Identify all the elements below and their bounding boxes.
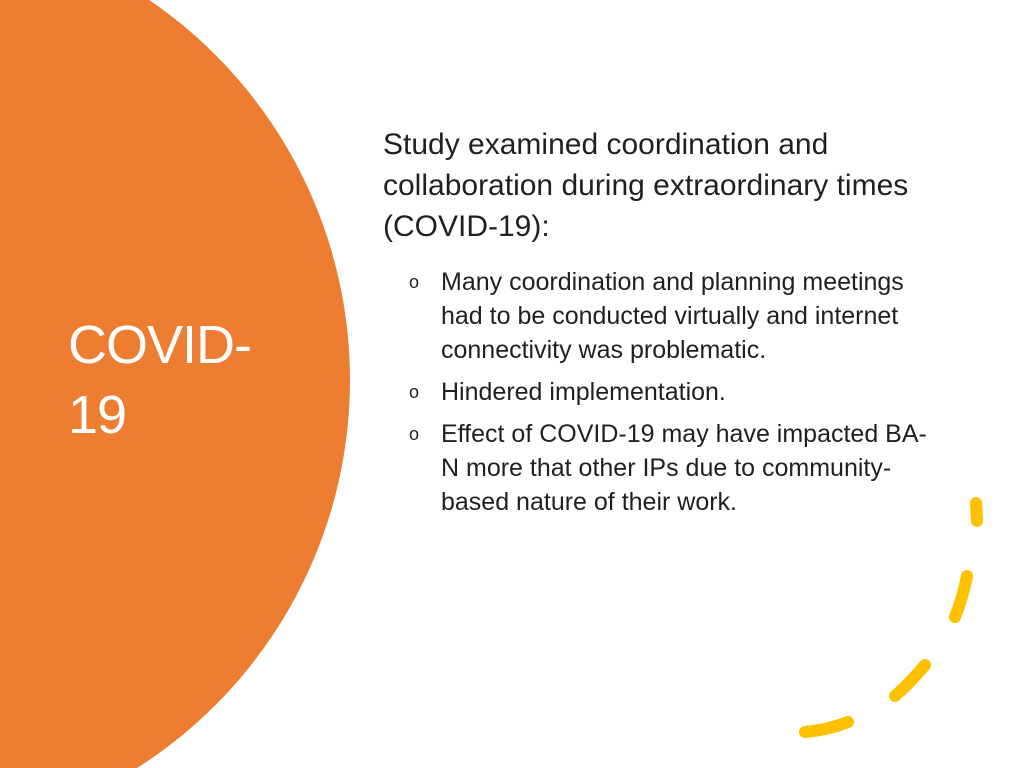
bullet-marker: o [409,272,420,292]
arc-dash-1 [976,503,977,521]
content-area [383,124,943,527]
bullet-text: Many coordination and planning meetings had to be conducted virtually and internet connectivity was problematic. [441,268,904,364]
list-item [383,417,943,519]
list-item [383,375,943,409]
bullet-text: Effect of COVID-19 may have impacted BA-N more that other IPs due to community-based nature of their work. [441,420,927,516]
bullet-list [383,265,943,519]
bullet-text: Hindered implementation. [441,378,726,406]
side-title: COVID-19 [68,315,251,446]
dashed-arc [805,503,977,732]
arc-dash-3 [895,665,925,696]
arc-dash-2 [955,576,967,617]
list-item [383,265,943,367]
bullet-marker: o [409,382,420,402]
arc-dash-4 [805,722,848,732]
intro-text: Study examined coordination and collaboration during extraordinary times (COVID-19): [383,128,909,243]
bullet-marker: o [409,424,420,444]
